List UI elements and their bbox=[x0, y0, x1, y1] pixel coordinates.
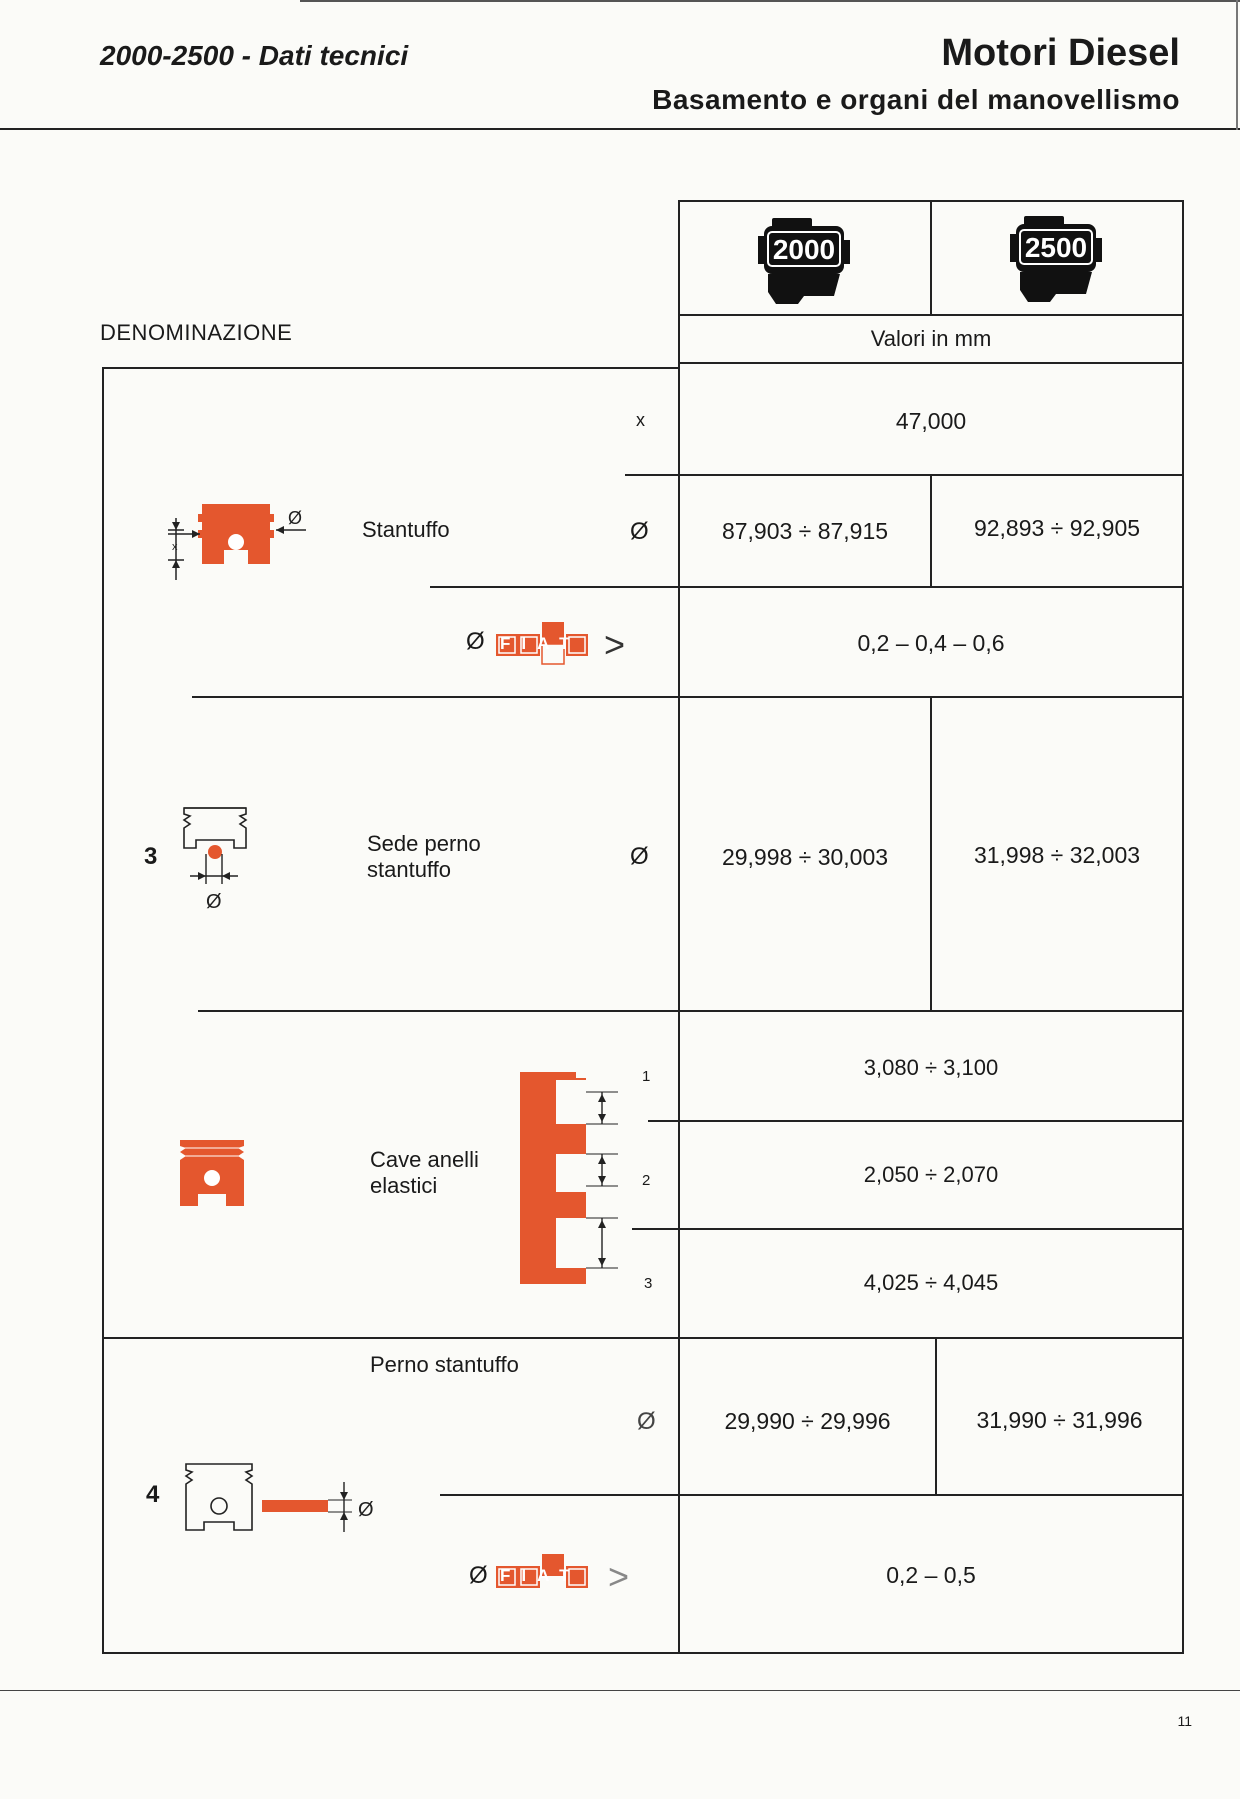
piston-pin-icon bbox=[180, 1460, 380, 1536]
engine-2000-label: 2000 bbox=[772, 234, 836, 265]
row-number-4: 4 bbox=[146, 1481, 160, 1508]
cave-anelli-label-1: Cave anelli bbox=[370, 1147, 479, 1172]
svg-text:x: x bbox=[172, 541, 178, 553]
fiat-logo-text: FIAT bbox=[500, 634, 581, 653]
groove-2-value: 2,050 ÷ 2,070 bbox=[863, 1162, 999, 1187]
groove-index-2: 2 bbox=[642, 1172, 651, 1189]
svg-text:Ø: Ø bbox=[206, 891, 222, 913]
footer-rule bbox=[0, 1690, 1240, 1691]
cave-anelli-label-2: elastici bbox=[370, 1173, 438, 1198]
stantuffo-x-symbol: x bbox=[636, 410, 645, 430]
sede-perno-label-2: stantuffo bbox=[367, 857, 451, 882]
header-rule bbox=[0, 128, 1240, 130]
fiat-logo-icon-2 bbox=[494, 1552, 592, 1598]
row-number-3: 3 bbox=[144, 843, 158, 870]
groove-index-3: 3 bbox=[644, 1275, 653, 1292]
fiat-logo-text-2: FIAT bbox=[500, 1566, 581, 1585]
perno-dia-symbol: Ø bbox=[637, 1408, 656, 1435]
sede-perno-label-1: Sede perno bbox=[367, 831, 481, 856]
engine-2500-icon bbox=[1006, 216, 1110, 302]
groove-3-value: 4,025 ÷ 4,045 bbox=[863, 1270, 999, 1295]
header-top-rule bbox=[300, 0, 1240, 2]
sede-perno-dia-2500: 31,998 ÷ 32,003 bbox=[973, 842, 1141, 868]
sede-perno-dia-2000: 29,998 ÷ 30,003 bbox=[721, 844, 889, 870]
stantuffo-oversize-value: 0,2 – 0,4 – 0,6 bbox=[857, 630, 1005, 656]
piston-x-icon bbox=[160, 494, 310, 584]
units-label: Valori in mm bbox=[870, 326, 992, 351]
stantuffo-oversize-symbol: Ø bbox=[466, 628, 485, 655]
perno-oversize-value: 0,2 – 0,5 bbox=[886, 1562, 976, 1588]
piston-pin-seat-icon bbox=[176, 804, 256, 914]
perno-label: Perno stantuffo bbox=[370, 1352, 519, 1377]
perno-oversize-arrow: > bbox=[608, 1556, 630, 1597]
perno-oversize-symbol: Ø bbox=[469, 1562, 488, 1589]
section-title: 2000-2500 - Dati tecnici bbox=[100, 40, 409, 71]
stantuffo-dia-2000: 87,903 ÷ 87,915 bbox=[721, 518, 889, 544]
header-side-rule bbox=[1236, 0, 1238, 130]
engine-2000-icon bbox=[754, 218, 858, 304]
page-title: Motori Diesel bbox=[941, 32, 1180, 74]
stantuffo-dia-2500: 92,893 ÷ 92,905 bbox=[973, 515, 1141, 541]
perno-dia-2500: 31,990 ÷ 31,996 bbox=[976, 1407, 1143, 1433]
groove-index-1: 1 bbox=[642, 1068, 651, 1085]
ring-grooves-section-icon bbox=[520, 1072, 620, 1286]
stantuffo-oversize-arrow: > bbox=[604, 624, 626, 665]
page-number: 11 bbox=[1177, 1713, 1192, 1729]
engine-2500-label: 2500 bbox=[1024, 232, 1088, 263]
svg-text:Ø: Ø bbox=[288, 508, 303, 528]
stantuffo-label: Stantuffo bbox=[362, 517, 450, 542]
svg-text:Ø: Ø bbox=[358, 1499, 374, 1521]
stantuffo-dia-symbol: Ø bbox=[630, 518, 649, 545]
perno-dia-2000: 29,990 ÷ 29,996 bbox=[724, 1408, 891, 1434]
stantuffo-x-value: 47,000 bbox=[895, 408, 967, 434]
fiat-logo-icon bbox=[494, 620, 592, 666]
page-subtitle: Basamento e organi del manovellismo bbox=[652, 84, 1180, 115]
denominazione-label: DENOMINAZIONE bbox=[100, 320, 293, 345]
piston-grooves-icon bbox=[178, 1136, 248, 1208]
groove-1-value: 3,080 ÷ 3,100 bbox=[863, 1055, 999, 1080]
sede-perno-dia-symbol: Ø bbox=[630, 843, 649, 870]
